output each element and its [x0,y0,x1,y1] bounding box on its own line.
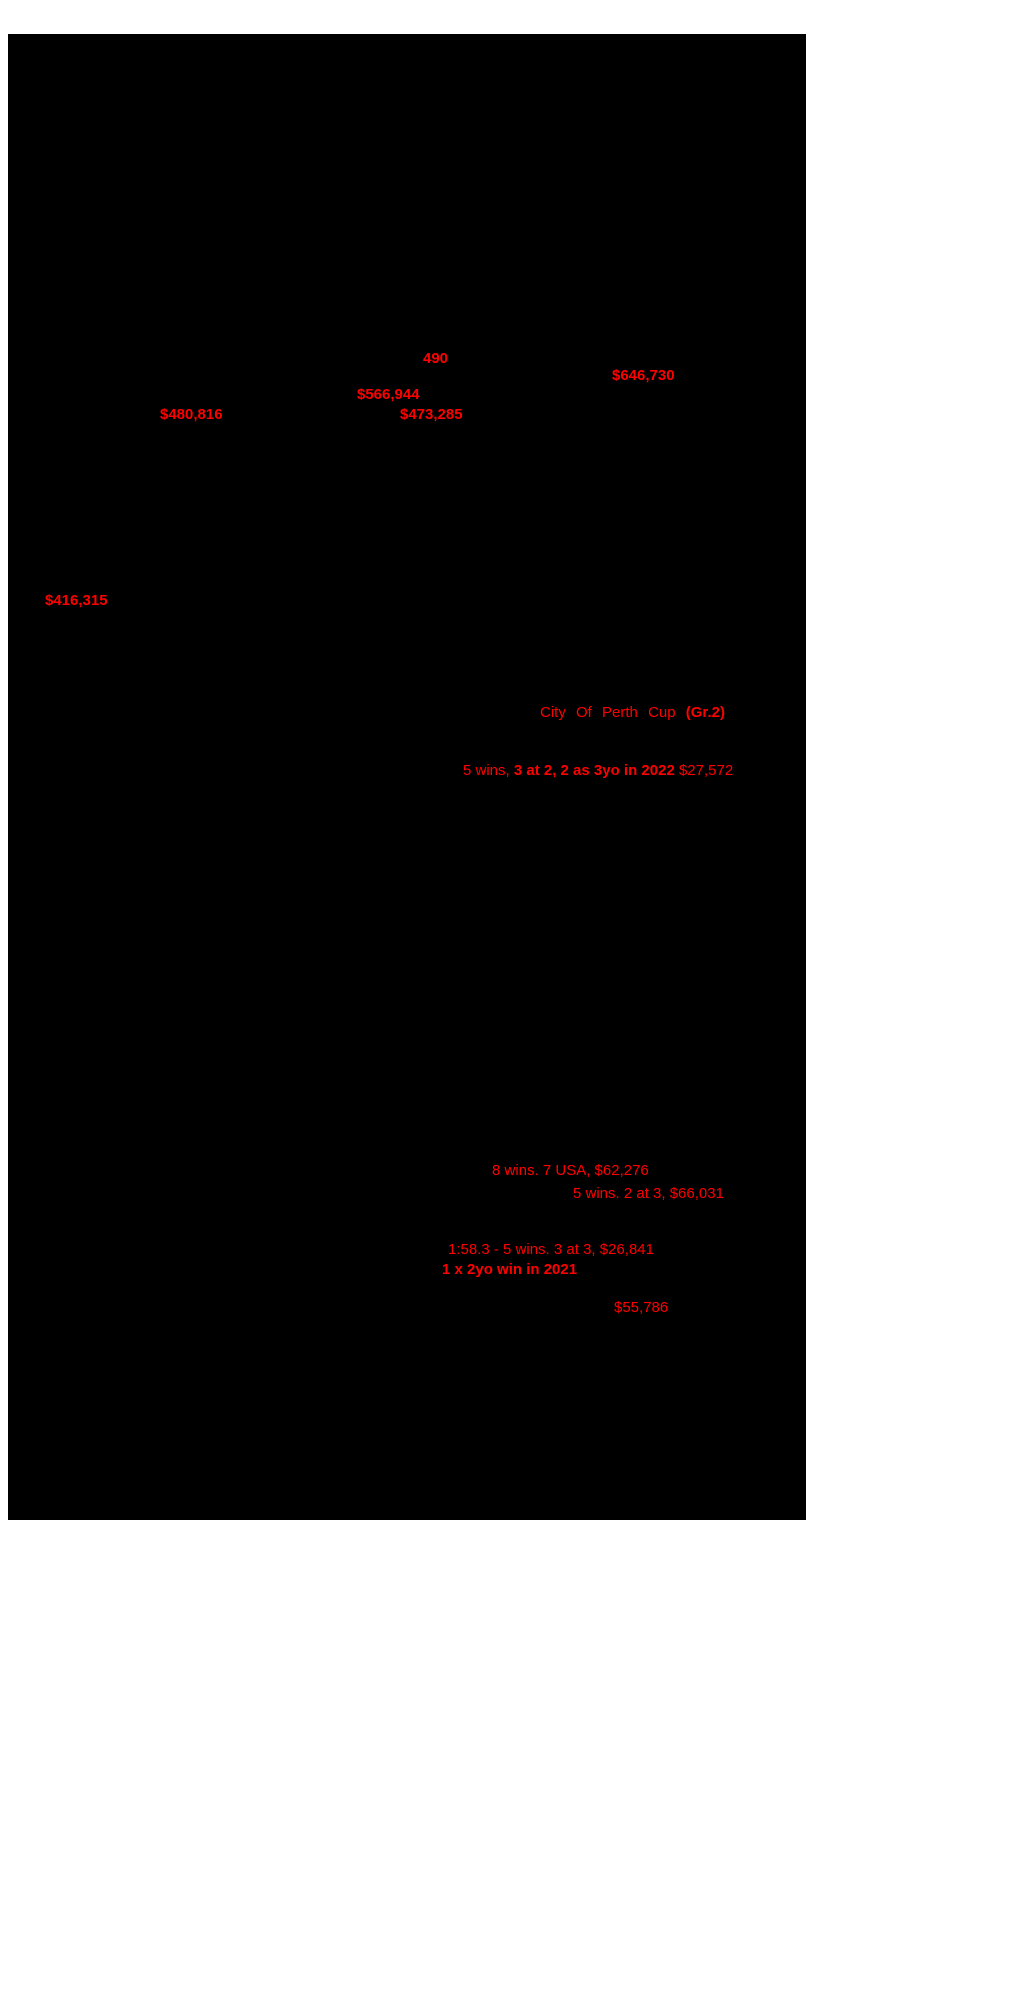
wins-detail: 3 at 2, 2 as 3yo in 2022 [513,762,675,779]
annotation-2yo-win-2021: 1 x 2yo win in 2021 [442,1261,578,1278]
annotation-earnings-646730: $646,730 [612,367,675,384]
annotation-earnings-473285: $473,285 [400,406,463,423]
race-name-part-3: Perth [602,704,638,721]
annotation-earnings-416315: $416,315 [45,592,108,609]
annotation-time-and-wins: 1:58.3 - 5 wins. 3 at 3, $26,841 [448,1241,654,1258]
annotation-earnings-55786: $55,786 [614,1299,669,1316]
annotation-wins-5-at-3: 5 wins. 2 at 3, $66,031 [573,1185,724,1202]
annotation-wins-summary [463,763,733,778]
race-name-part-4: Cup [648,704,676,721]
annotation-earnings-566944: $566,944 [357,386,420,403]
annotation-wins-8-usa: 8 wins. 7 USA, $62,276 [492,1162,649,1179]
race-grade: (Gr.2) [685,704,725,721]
wins-count: 5 wins, [463,762,510,779]
annotation-race-city-of-perth-cup [540,705,725,720]
document-page [8,34,806,1520]
annotation-earnings-490: 490 [423,350,449,367]
race-name-part-1: City [540,704,566,721]
annotation-earnings-27572: $27,572 [678,762,734,779]
race-name-part-2: Of [576,704,592,721]
annotation-earnings-480816: $480,816 [160,406,223,423]
